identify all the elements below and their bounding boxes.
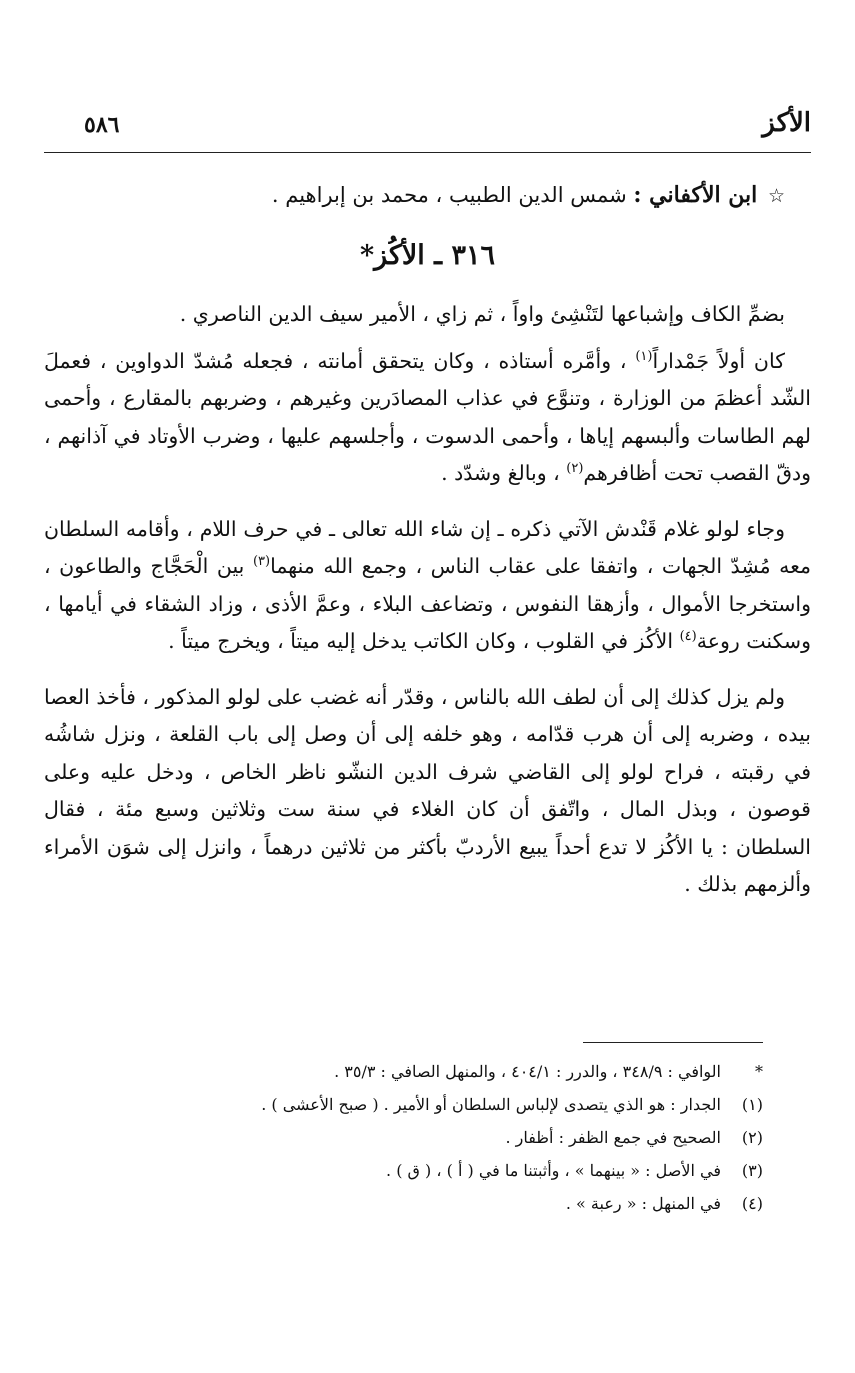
footnote-ref: (٢) <box>566 461 584 477</box>
page-number: ٥٨٦ <box>84 112 120 138</box>
paragraph-text: ، وبالغ وشدّد . <box>441 461 567 485</box>
paragraph-text: كان أولاً جَمْداراً <box>652 348 785 373</box>
footnote-text: في المنهل : « رعبة » . <box>565 1194 721 1213</box>
paragraph: ولم يزل كذلك إلى أن لطف الله بالناس ، وقدّر أنه غضب على لولو المذكور ، فأخذ العصا بيده ، وضربه إلى أن هرب قدّامه ، وهو خلفه إلى أن وصل إلى باب القلعة ، ونزل شاشُه في رقبته ، فراح لولو إلى القاضي شرف الدين النشّو ناظر الخاص ، ودخل عليه وعلى قوصون ، وبذل المال ، واتّفق أن كان الغلاء في سنة ست وثلاثين وسبع مئة ، فقال السلطان : يا الأكُز لا تدع أحداً يبيع الأردبّ بأكثر من ثلاثين درهماً ، وانزل إلى شوَن الأمراء وألزمهم بذلك . <box>44 684 811 896</box>
footnote <box>70 1055 763 1088</box>
body-text <box>44 296 811 904</box>
paragraph <box>44 343 811 493</box>
footnote-ref: (٤) <box>679 629 697 645</box>
footnote-text: الصحيح في جمع الظفر : أظفار . <box>505 1128 721 1147</box>
footnote-mark: (٢) <box>741 1128 763 1147</box>
paragraph-text: ، وأمَّره أستاذه ، وكان يتحقق أمانته ، فجعله مُشدّ الدواوين ، فعملَ الشّد أعظمَ من الوزارة ، وتنوَّع في عذاب المصادَرين وغيرهم ، وضربهم بالمقارع ، وأحمى لهم الطاسات وألبسهم إياها ، وأحمى الدسوت ، وأجلسهم عليها ، وضرب الأوتاد في آذانهم ، ودقّ القصب تحت أظافرهم <box>44 348 811 485</box>
footnote-mark: (٤) <box>741 1194 763 1213</box>
footnote <box>70 1088 763 1121</box>
entry-title: ٣١٦ ـ الأكُز* <box>360 240 495 271</box>
star-icon: ☆ <box>767 185 785 207</box>
footnote-text: الوافي : ٣٤٨/٩ ، والدرر : ٤٠٤/١ ، والمنهل الصافي : ٣٥/٣ . <box>334 1062 721 1081</box>
footnote <box>70 1187 763 1220</box>
footnote-ref: (٣) <box>252 554 271 570</box>
footnotes <box>70 1055 763 1220</box>
footnote <box>70 1154 763 1187</box>
paragraph-text: بين الْحَجَّاج والطاعون ، واستخرجا الأموال ، وأزهقا النفوس ، وتضاعف البلاء ، وعمَّ الأذى ، وزاد الشقاء في أيامها ، وسكنت روعة <box>44 554 811 653</box>
footnote-text: في الأصل : « بينهما » ، وأثبتنا ما في ( أ ) ، ( ق ) . <box>386 1161 721 1180</box>
footnote-mark: * <box>755 1062 763 1081</box>
cross-reference-name: ابن الأكفاني : <box>633 182 758 208</box>
cross-reference <box>44 182 785 208</box>
footnote <box>70 1121 763 1154</box>
running-header <box>44 108 811 148</box>
footnote-ref: (١) <box>635 348 653 364</box>
cross-reference-text: شمس الدين الطبيب ، محمد بن إبراهيم . <box>271 183 627 207</box>
footnote-mark: (١) <box>741 1095 763 1114</box>
paragraph <box>44 511 811 661</box>
paragraph-text: الأكُز في القلوب ، وكان الكاتب يدخل إليه ميتاً ، ويخرج ميتاً . <box>168 629 680 653</box>
footnote-mark: (٣) <box>741 1161 763 1180</box>
running-title: الأكز <box>762 108 811 138</box>
paragraph-text: وجاء لولو غلام قَنْدش الآتي ذكره ـ إن شاء الله تعالى ـ في حرف اللام ، وأقامه السلطان معه مُشِدّ الجهات ، واتفقا على عقاب الناس ، وجمع الله منهما <box>44 516 811 578</box>
footnote-text: الجدار : هو الذي يتصدى لإلباس السلطان أو الأمير . ( صبح الأعشى ) . <box>261 1095 721 1114</box>
header-rule <box>44 152 811 153</box>
footnote-rule <box>583 1042 763 1043</box>
paragraph: بضمِّ الكاف وإشباعها لتَنْشِئ واواً ، ثم زاي ، الأمير سيف الدين الناصري . <box>179 302 785 326</box>
